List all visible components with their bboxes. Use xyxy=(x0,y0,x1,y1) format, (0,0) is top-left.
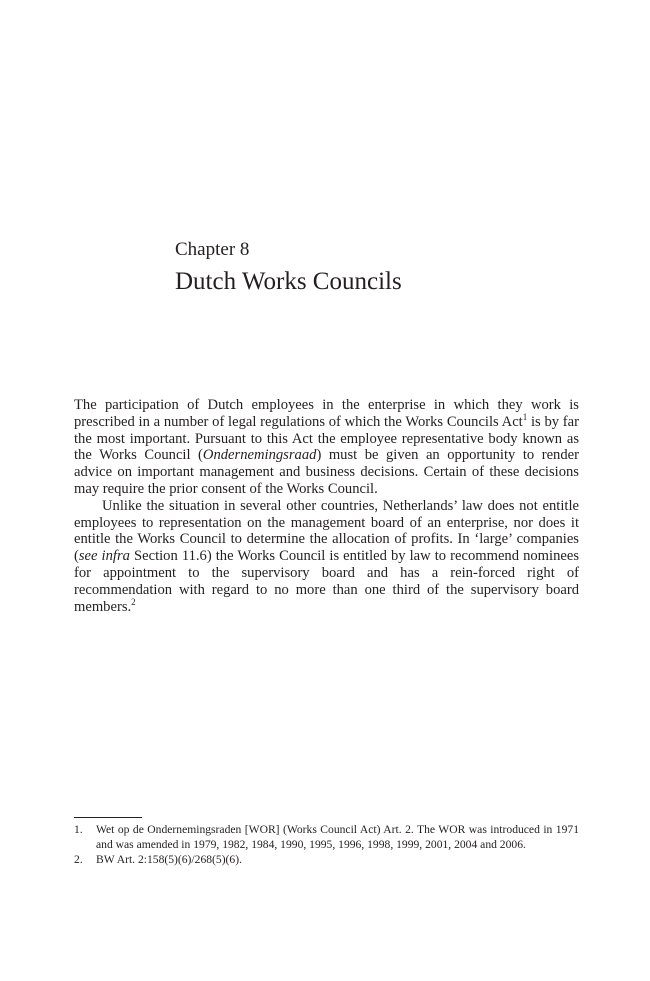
paragraph-2-text-b: Section 11.6) the Works Council is entitled by law to recommend nominees for appointment to the supervisory board and has a rein-forced right of recommendation with regard to no more than one third of the supervisory board members. xyxy=(74,548,580,615)
footnote-ref-2: 2 xyxy=(131,596,136,607)
paragraph-1-text-a: The participation of Dutch employees in the enterprise in which they work is prescribed in a number of legal regulations of which the Works Councils Act xyxy=(74,397,579,430)
paragraph-1-text-c: ) must be given an opportunity to render advice on important management and business decisions. Certain of these decisions may require the prior consent of the Works Council. xyxy=(74,447,579,497)
footnote-1-text: Wet op de Ondernemingsraden [WOR] (Works Council Act) Art. 2. The WOR was introduced in 1971 and was amended in 1979, 1982, 1984, 1990, 1995, 1996, 1998, 1999, 2001, 2004 and 2006. xyxy=(96,823,579,851)
chapter-title: Dutch Works Councils xyxy=(175,268,402,295)
footnote-1-number: 1. xyxy=(74,823,83,836)
paragraph-1 xyxy=(74,397,579,498)
paragraph-2 xyxy=(74,498,579,616)
paragraph-1-text-b: is by far the most important. Pursuant to this Act the employee representative body known as the Works Council ( xyxy=(74,413,579,464)
footnotes xyxy=(74,822,579,867)
footnote-divider xyxy=(74,817,142,818)
paragraph-2-text-a: Unlike the situation in several other countries, Netherlands’ law does not entitle employees to representation on the management board of an enterprise, nor does it entitle the Works Council to determine the allocation of profits. In ‘large’ companies ( xyxy=(74,497,579,565)
footnote-2-text: BW Art. 2:158(5)(6)/268(5)(6). xyxy=(96,853,242,866)
footnote-2-number: 2. xyxy=(74,853,83,866)
body-text xyxy=(74,397,579,615)
footnote-2 xyxy=(74,852,579,867)
paragraph-1-italic-term: Ondernemingsraad xyxy=(202,447,317,464)
chapter-label: Chapter 8 xyxy=(175,239,250,260)
footnote-1 xyxy=(74,822,579,852)
footnote-ref-1: 1 xyxy=(522,411,528,422)
paragraph-2-italic-term: see infra xyxy=(78,548,130,565)
